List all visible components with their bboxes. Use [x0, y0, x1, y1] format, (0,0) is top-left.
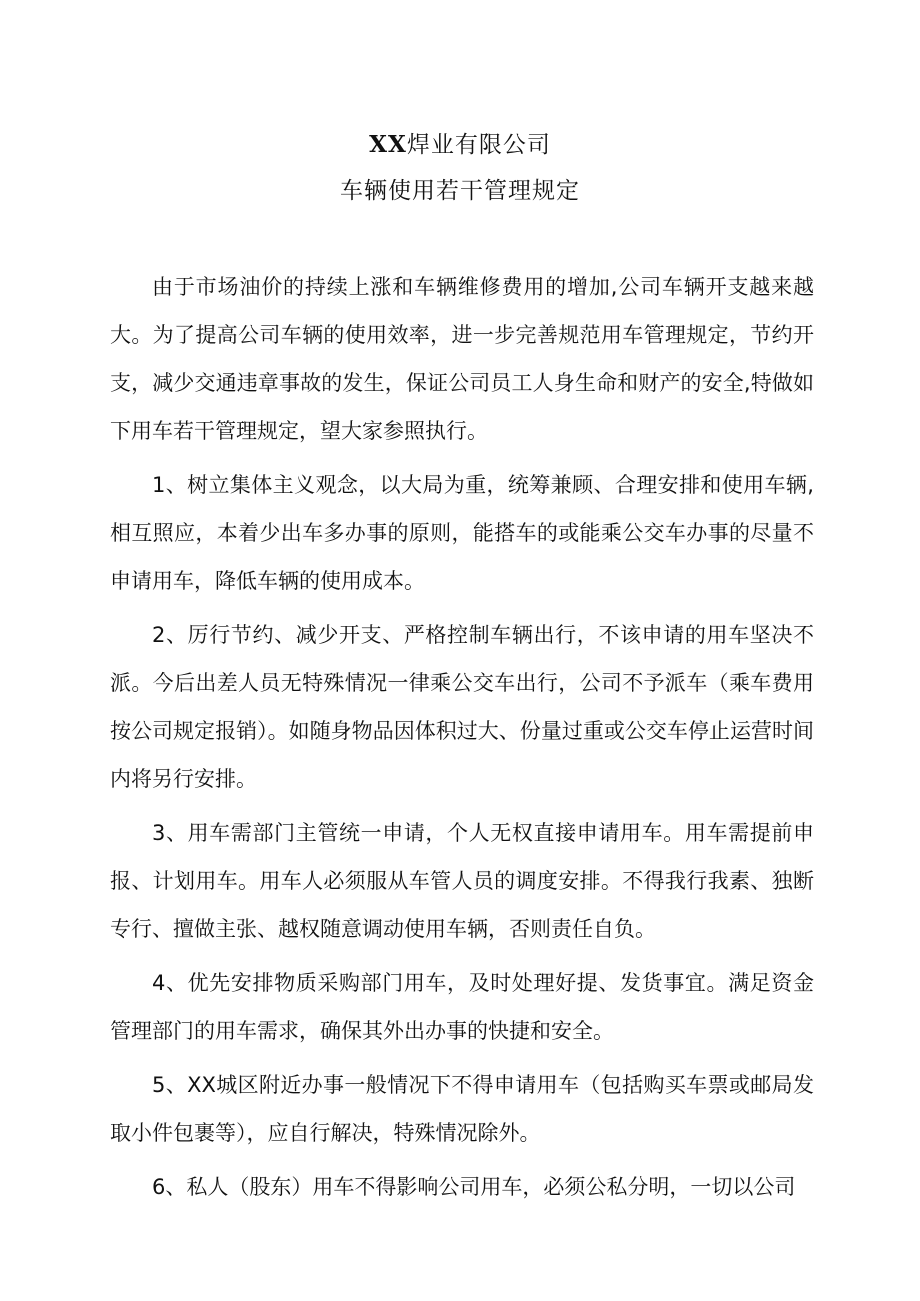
company-name: 焊业有限公司 [406, 132, 551, 158]
document-subtitle: 车辆使用若干管理规定 [340, 178, 580, 204]
rule-paragraph-5: 5、XX城区附近办事一般情况下不得申请用车（包括购买车票或邮局发取小件包裹等），应自行解决，特殊情况除外。 [110, 1073, 814, 1145]
rule-paragraph-2: 2、厉行节约、减少开支、严格控制车辆出行，不该申请的用车坚决不派。今后出差人员无特殊情况一律乘公交车出行，公司不予派车（乘车费用按公司规定报销）。如随身物品因体积过大、份量过重或公交车停止运营时间内将另行安排。 [110, 623, 814, 791]
rule-paragraph-1: 1、树立集体主义观念，以大局为重，统筹兼顾、合理安排和使用车辆,相互照应，本着少出车多办事的原则，能搭车的或能乘公交车办事的尽量不申请用车，降低车辆的使用成本。 [110, 473, 814, 593]
rule-paragraph-6: 6、私人（股东）用车不得影响公司用车，必须公私分明，一切以公司 [152, 1175, 796, 1199]
company-prefix: XX [369, 131, 407, 158]
rule-paragraph-3: 3、用车需部门主管统一申请，个人无权直接申请用车。用车需提前申报、计划用车。用车人必须服从车管人员的调度安排。不得我行我素、独断专行、擅做主张、越权随意调动使用车辆，否则责任自负。 [110, 821, 814, 941]
document-header [0, 122, 920, 214]
rule-paragraph-4: 4、优先安排物质采购部门用车，及时处理好提、发货事宜。满足资金管理部门的用车需求，确保其外出办事的快捷和安全。 [110, 971, 814, 1043]
document-body [110, 263, 814, 1217]
intro-paragraph: 由于市场油价的持续上涨和车辆维修费用的增加,公司车辆开支越来越大。为了提高公司车辆的使用效率，进一步完善规范用车管理规定，节约开支，减少交通违章事故的发生，保证公司员工人身生命和财产的安全,特做如下用车若干管理规定，望大家参照执行。 [110, 275, 814, 443]
company-title [0, 122, 920, 168]
